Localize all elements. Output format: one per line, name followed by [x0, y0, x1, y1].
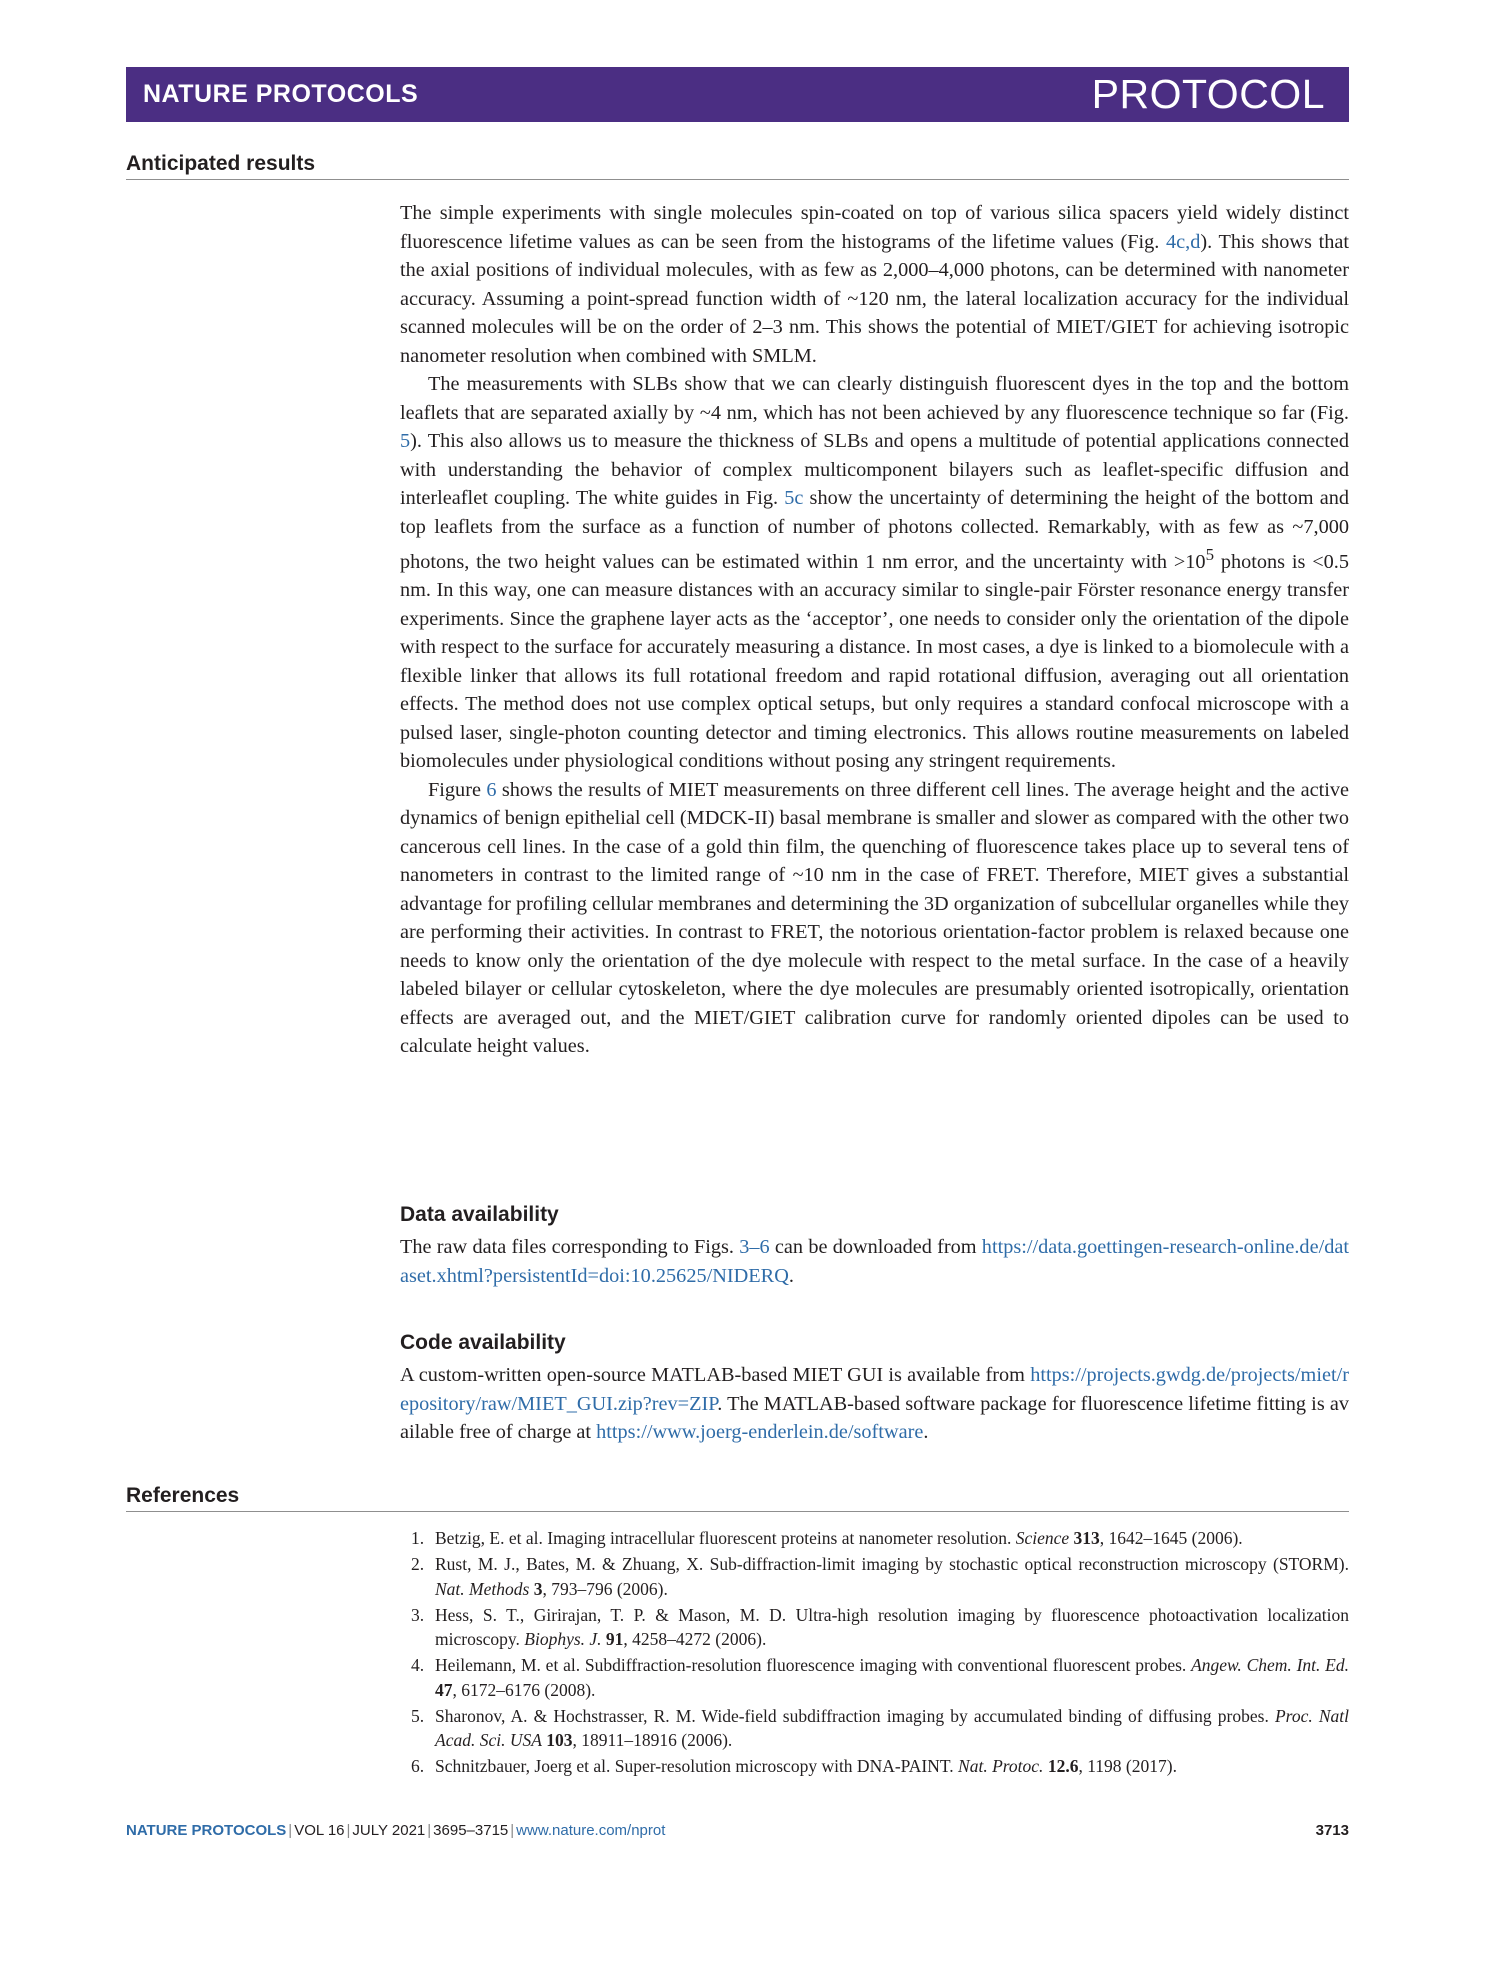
figure-link-6[interactable]: 6 — [486, 778, 497, 801]
page-number: 3713 — [1315, 1822, 1349, 1839]
reference-item: 6. Schnitzbauer, Joerg et al. Super-resolution microscopy with DNA-PAINT. Nat. Protoc. 12.6, 1198 (2017). — [411, 1756, 1177, 1776]
footer-journal-url[interactable]: www.nature.com/nprot — [516, 1822, 666, 1839]
paragraph: The simple experiments with single molecules spin-coated on top of various silica spacers yield widely distinct fluorescence lifetime values as can be seen from the histograms of the lifetime values (Fig. 4c,d). This shows that the axial positions of individual molecules, with as few as 2,000–4,000 photons, can be determined with nanometer accuracy. Assuming a point-spread function width of ~120 nm, the lateral localization accuracy for the individual scanned molecules will be on the order of 2–3 nm. This shows the potential of MIET/GIET for achieving isotropic nanometer resolution when combined with SMLM. — [400, 202, 1349, 367]
article-type: PROTOCOL — [1091, 71, 1325, 117]
reference-list — [400, 1526, 1349, 1780]
page-footer: NATURE PROTOCOLS | VOL 16 | JULY 2021 | 3695–3715 | www.nature.com/nprot 3713 — [126, 1822, 1349, 1839]
miet-gui-url-link[interactable]: https://projects.gwdg.de/projects/miet/repository/raw/MIET_GUI.zip?rev=ZIP — [400, 1364, 1349, 1415]
figure-link-6[interactable]: 6 — [759, 1236, 770, 1258]
paragraph: Figure 6 shows the results of MIET measurements on three different cell lines. The average height and the active dynamics of benign epithelial cell (MDCK-II) basal membrane is smaller and slower as compared with the other two cancerous cell lines. In the case of a gold thin film, the quenching of fluorescence takes place up to several tens of nanometers in contrast to the limited range of ~10 nm in the case of FRET. Therefore, MIET gives a substantial advantage for profiling cellular membranes and determining the 3D organization of subcellular organelles while they are performing their activities. In contrast to FRET, the notorious orientation-factor problem is relaxed because one needs to know only the orientation of the dye molecule with respect to the metal surface. In the case of a heavily labeled bilayer or cellular cytoskeleton, where the dye molecules are presumably oriented isotropically, orientation effects are averaged out, and the MIET/GIET calibration curve for randomly oriented dipoles can be used to calculate height values. — [400, 778, 1349, 1058]
journal-name: NATURE PROTOCOLS — [143, 80, 419, 108]
data-availability-heading: Data availability — [400, 1203, 559, 1226]
reference-item: 3. Hess, S. T., Girirajan, T. P. & Mason, M. D. Ultra-high resolution imaging by fluorescence photoactivation localization microscopy. Biophys. J. 91, 4258–4272 (2006). — [411, 1604, 1349, 1649]
reference-item: 2. Rust, M. J., Bates, M. & Zhuang, X. Sub-diffraction-limit imaging by stochastic optical reconstruction microscopy (STORM). Nat. Methods 3, 793–796 (2006). — [411, 1554, 1349, 1599]
figure-link-3[interactable]: 3 — [739, 1236, 750, 1258]
reference-item: 4. Heilemann, M. et al. Subdiffraction-resolution fluorescence imaging with conventional fluorescent probes. Angew. Chem. Int. Ed. 47, 6172–6176 (2008). — [411, 1655, 1349, 1700]
dataset-url-link[interactable]: https://data.goettingen-research-online.de/dataset.xhtml?persistentId=doi:10.25625/NIDERQ — [400, 1236, 1349, 1287]
figure-link-5[interactable]: 5 — [400, 430, 411, 452]
footer-volume: VOL 16 — [294, 1822, 345, 1839]
figure-link-4cd[interactable]: 4c,d — [1166, 230, 1201, 253]
figure-link-5c[interactable]: 5c — [784, 487, 804, 509]
footer-date: JULY 2021 — [352, 1822, 426, 1839]
software-url-link[interactable]: https://www.joerg-enderlein.de/software — [596, 1421, 924, 1443]
section-heading-references: References — [126, 1484, 1349, 1512]
data-availability-text: The raw data files corresponding to Figs. 3–6 can be downloaded from https://data.goettingen-research-online.de/dataset.xhtml?persistentId=doi:10.25625/NIDERQ. — [400, 1236, 1349, 1287]
anticipated-results-body — [400, 199, 1349, 1061]
journal-banner — [126, 67, 1349, 122]
footer-journal: NATURE PROTOCOLS — [126, 1822, 287, 1839]
reference-item: 5. Sharonov, A. & Hochstrasser, R. M. Wide-field subdiffraction imaging by accumulated binding of diffusing probes. Proc. Natl Acad. Sci. USA 103, 18911–18916 (2006). — [411, 1705, 1349, 1750]
section-heading-anticipated-results: Anticipated results — [126, 152, 1349, 180]
footer-pages: 3695–3715 — [433, 1822, 509, 1839]
paragraph: The measurements with SLBs show that we can clearly distinguish fluorescent dyes in the top and the bottom leaflets that are separated axially by ~4 nm, which has not been achieved by any fluorescence technique so far (Fig. 5). This also allows us to measure the thickness of SLBs and opens a multitude of potential applications connected with understanding the behavior of complex multicomponent bilayers such as leaflet-specific diffusion and interleaflet coupling. The white guides in Fig. 5c show the uncertainty of determining the height of the bottom and top leaflets from the surface as a function of number of photons collected. Remarkably, with as few as ~7,000 photons, the two height values can be estimated within 1 nm error, and the uncertainty with $>10^5$ photons is <0.5 nm. In this way, one can measure distances with an accuracy similar to single-pair Förster resonance energy transfer experiments. Since the graphene layer acts as the ‘acceptor’, one needs to consider only the orientation of the dipole with respect to the surface for accurately measuring a distance. In most cases, a dye is linked to a biomolecule with a flexible linker that allows its full rotational freedom and rapid rotational diffusion, averaging out all orientation effects. The method does not use complex optical setups, but only requires a standard confocal microscope with a pulsed laser, single-photon counting detector and timing electronics. This allows routine measurements on labeled biomolecules under physiological conditions without posing any stringent requirements. — [400, 373, 1350, 773]
reference-item: 1. Betzig, E. et al. Imaging intracellular fluorescent proteins at nanometer resolution. Science 313, 1642–1645 (2006). — [411, 1528, 1243, 1548]
code-availability-heading: Code availability — [400, 1331, 566, 1354]
code-availability-text: A custom-written open-source MATLAB-based MIET GUI is available from https://projects.gwdg.de/projects/miet/repository/raw/MIET_GUI.zip?rev=ZIP. The MATLAB-based software package for fluorescence lifetime fitting is available free of charge at https://www.joerg-enderlein.de/software. — [400, 1364, 1349, 1443]
